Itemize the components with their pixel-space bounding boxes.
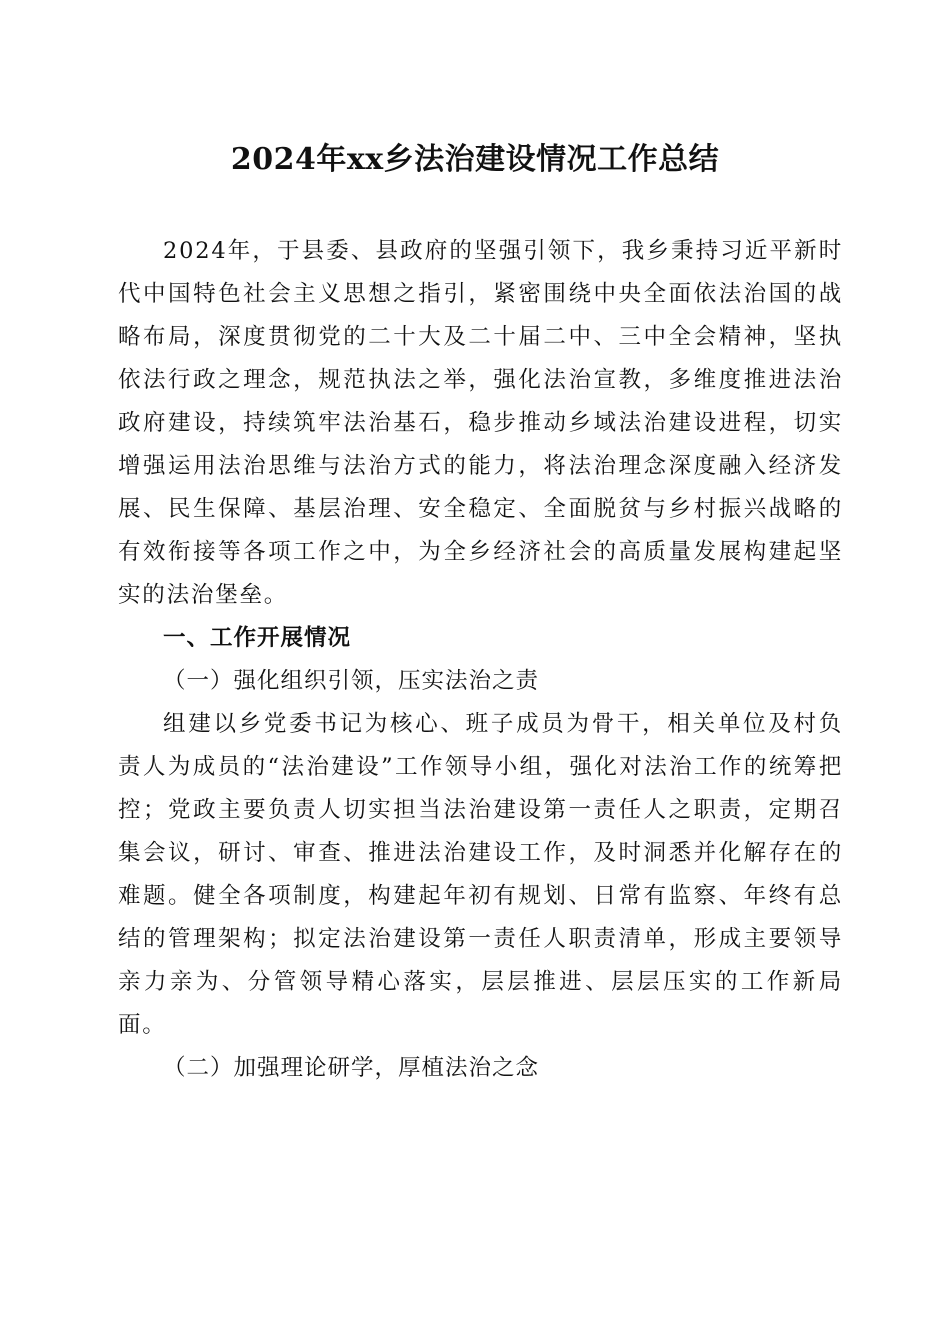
subsection-paragraph-organization: 组建以乡党委书记为核心、班子成员为骨干，相关单位及村负责人为成员的“法治建设”工作领导小组，强化对法治工作的统筹把控；党政主要负责人切实担当法治建设第一责任人之职责，定期召集会议，研讨、审查、推进法治建设工作，及时洞悉并化解存在的难题。健全各项制度，构建起年初有规划、日常有监察、年终有总结的管理架构；拟定法治建设第一责任人职责清单，形成主要领导亲力亲为、分管领导精心落实，层层推进、层层压实的工作新局面。 <box>118 711 843 1038</box>
section-heading-work-progress: 一、工作开展情况 <box>163 625 352 651</box>
document-body <box>118 230 843 1090</box>
subsection-heading-organization: （一）强化组织引领，压实法治之责 <box>163 668 540 694</box>
intro-paragraph: 2024年，于县委、县政府的坚强引领下，我乡秉持习近平新时代中国特色社会主义思想之指引，紧密围绕中央全面依法治国的战略布局，深度贯彻党的二十大及二十届二中、三中全会精神，坚执依法行政之理念，规范执法之举，强化法治宣教，多维度推进法治政府建设，持续筑牢法治基石，稳步推动乡域法治建设进程，切实增强运用法治思维与法治方式的能力，将法治理念深度融入经济发展、民生保障、基层治理、安全稳定、全面脱贫与乡村振兴战略的有效衔接等各项工作之中，为全乡经济社会的高质量发展构建起坚实的法治堡垒。 <box>118 238 843 608</box>
document-title: 2024年xx乡法治建设情况工作总结 <box>230 142 720 177</box>
subsection-heading-theory-study: （二）加强理论研学，厚植法治之念 <box>163 1055 540 1081</box>
